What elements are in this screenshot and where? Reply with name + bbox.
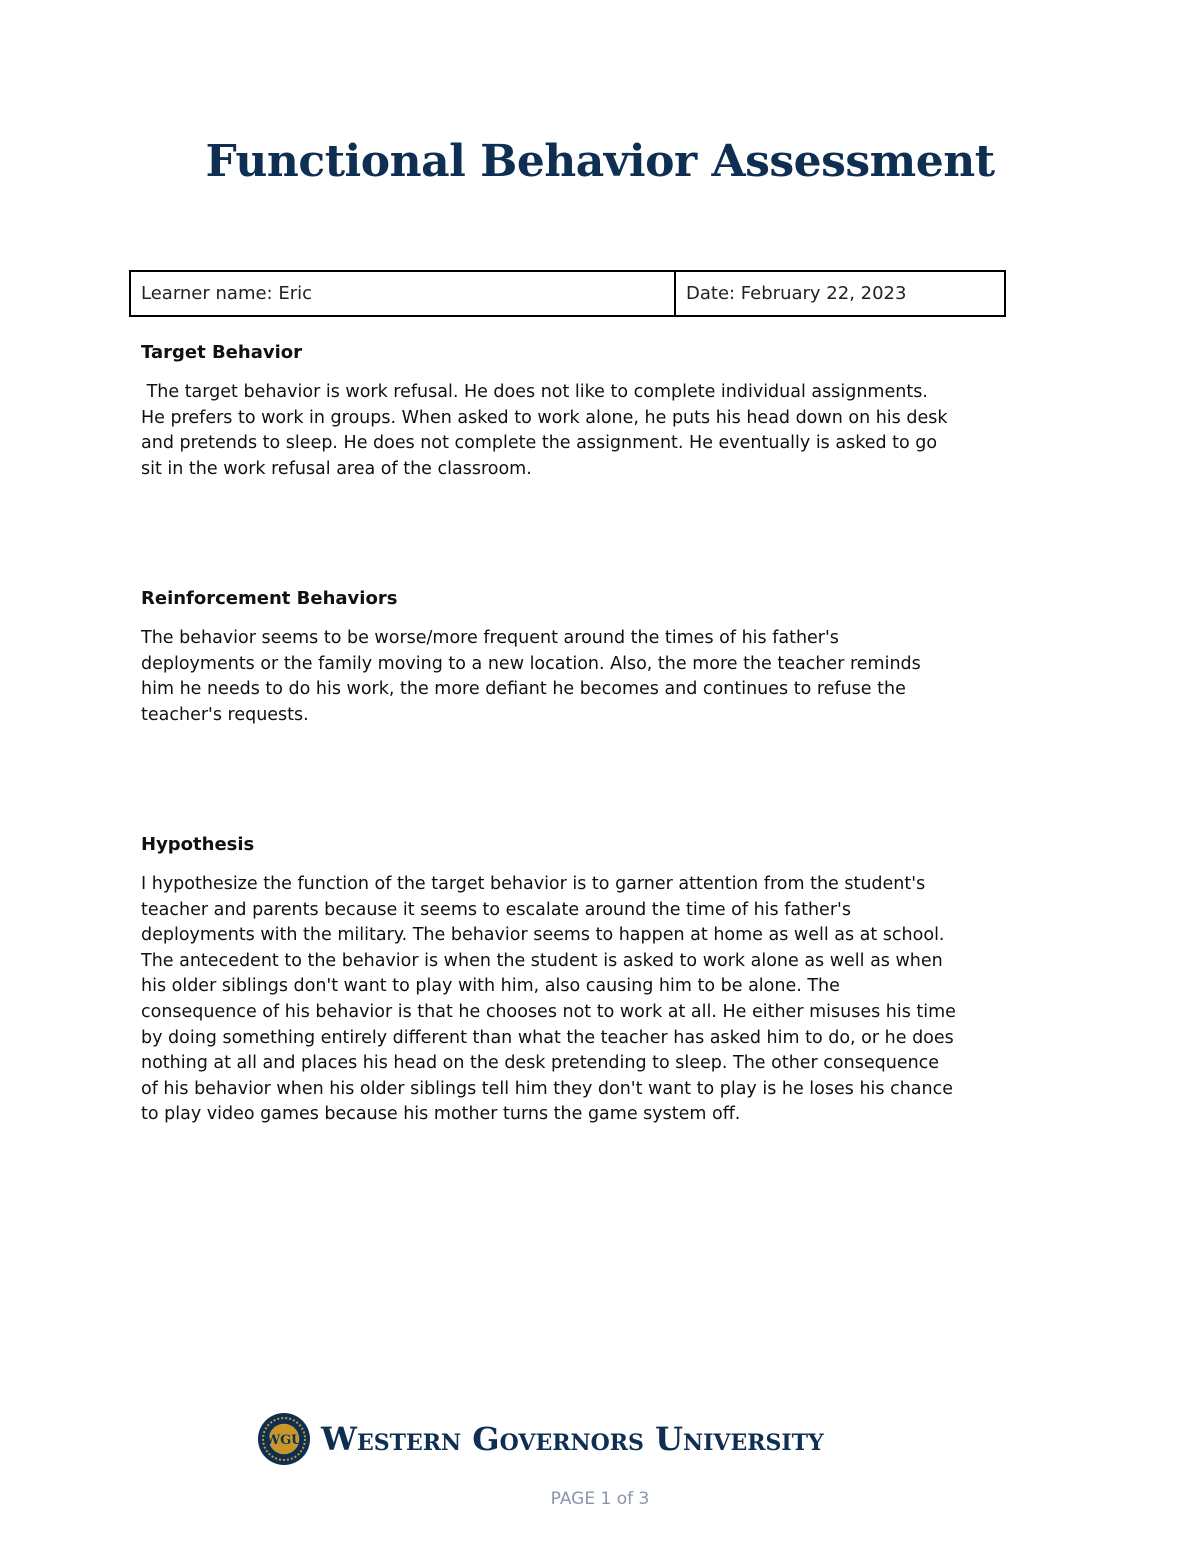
- hypothesis-section: [141, 832, 1071, 1128]
- reinforcement-behaviors-text: The behavior seems to be worse/more frequent around the times of his father's deployments or the family moving to a new location. Also, the more the teacher reminds him he needs to do his work, the more defiant he becomes and continues to refuse the teacher's requests.: [141, 628, 921, 725]
- university-seal-icon: [257, 1412, 311, 1466]
- page-number: PAGE 1 of 3: [550, 1489, 650, 1509]
- target-behavior-heading: Target Behavior: [141, 342, 302, 363]
- target-behavior-text: The target behavior is work refusal. He does not like to complete individual assignments. He prefers to work in groups. When asked to work alone, he puts his head down on his desk and pretends to sleep. He does not complete the assignment. He eventually is asked to go sit in the work refusal area of the classroom.: [141, 382, 948, 479]
- svg-text:WGU: WGU: [265, 1433, 303, 1448]
- target-behavior-section: [141, 340, 1071, 482]
- hypothesis-text: I hypothesize the function of the target behavior is to garner attention from the student's teacher and parents because it seems to escalate around the time of his father's deployments with the military. The behavior seems to happen at home as well as at school. The antecedent to the behavior is when the student is asked to work alone as well as when his older siblings don't want to play with him, also causing him to be alone. The consequence of his behavior is that he chooses not to work at all. He either misuses his time by doing something entirely different than what the teacher has asked him to do, or he does nothing at all and places his head on the desk pretending to sleep. The other consequence of his behavior when his older siblings tell him they don't want to play is he loses his chance to play video games because his mother turns the game system off.: [141, 874, 956, 1125]
- university-name: Western Governors University: [321, 1420, 824, 1458]
- learner-info-table: [129, 270, 1006, 317]
- document-title: Functional Behavior Assessment: [205, 136, 995, 187]
- date-cell: Date: February 22, 2023: [675, 271, 1005, 316]
- reinforcement-behaviors-heading: Reinforcement Behaviors: [141, 588, 398, 609]
- learner-info-row: [130, 271, 1005, 316]
- hypothesis-heading: Hypothesis: [141, 834, 255, 855]
- reinforcement-behaviors-section: [141, 586, 1071, 728]
- learner-name-cell: Learner name: Eric: [130, 271, 675, 316]
- wgu-logo: [257, 1410, 824, 1468]
